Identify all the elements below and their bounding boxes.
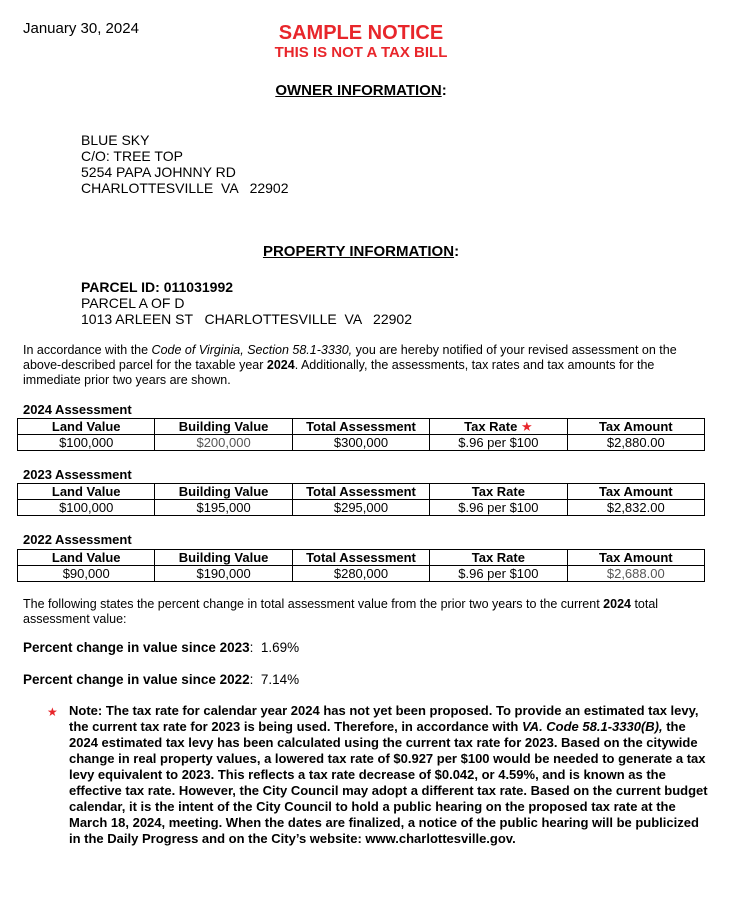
intro-year: 2024 xyxy=(266,358,295,372)
percent-change-label: Percent change in value since 2023 xyxy=(23,640,250,655)
parcel-line: 1013 ARLEEN ST CHARLOTTESVILLE VA 22902 xyxy=(81,311,412,327)
parcel-id-label: PARCEL ID: xyxy=(81,279,160,295)
col-amount: Tax Amount xyxy=(567,419,704,435)
tax-rate-note xyxy=(69,703,709,847)
col-land: Land Value xyxy=(18,484,155,500)
table-row xyxy=(18,566,705,582)
intro-code: Code of Virginia, Section 58.1-3330, xyxy=(151,343,353,357)
owner-heading xyxy=(0,82,722,99)
owner-line: 5254 PAPA JOHNNY RD xyxy=(81,164,236,180)
table-header-row xyxy=(18,550,705,566)
percent-change-value: 7.14% xyxy=(260,672,300,687)
assessment-table-2024 xyxy=(17,418,705,451)
col-building: Building Value xyxy=(155,484,292,500)
notice-title: SAMPLE NOTICE xyxy=(278,22,444,44)
table-row xyxy=(18,500,705,516)
intro-text: you are hereby notified of your revised assessment on the above-described parcel for the taxable year xyxy=(23,343,677,372)
assessment-title-2024: 2024 Assessment xyxy=(23,402,132,417)
star-icon: ★ xyxy=(47,705,58,719)
tax-rate: $.96 per $100 xyxy=(430,500,567,516)
parcel-id-line xyxy=(81,279,412,295)
total-assessment: $295,000 xyxy=(292,500,429,516)
intro-text: In accordance with the xyxy=(23,343,152,357)
total-assessment: $280,000 xyxy=(292,566,429,582)
notice-date: January 30, 2024 xyxy=(23,20,139,37)
property-heading xyxy=(0,243,722,260)
percent-change-2023: Percent change in value since 2023: 1.69% xyxy=(23,640,300,655)
tax-amount: $2,880.00 xyxy=(567,435,704,451)
note-text: Note: The tax rate for calendar year 2024 has not yet been proposed. To provide an estimated tax levy, the current tax rate for 2023 is being used. Therefore, in accordance with xyxy=(69,703,699,734)
col-total: Total Assessment xyxy=(292,419,429,435)
col-rate xyxy=(430,419,567,435)
change-paragraph xyxy=(23,597,703,627)
percent-change-value: 1.69% xyxy=(260,640,300,655)
land-value: $100,000 xyxy=(18,500,155,516)
col-rate-label: Tax Rate xyxy=(464,419,518,434)
property-heading-text: PROPERTY INFORMATION xyxy=(262,243,455,260)
col-rate: Tax Rate xyxy=(430,484,567,500)
owner-heading-text: OWNER INFORMATION xyxy=(275,82,442,99)
change-text: total assessment value: xyxy=(23,597,659,626)
owner-address xyxy=(81,132,289,196)
building-value: $195,000 xyxy=(155,500,292,516)
owner-line: CHARLOTTESVILLE VA 22902 xyxy=(81,180,289,196)
intro-text: . Additionally, the assessments, tax rates and tax amounts for the immediate prior two years are shown. xyxy=(23,358,655,387)
col-rate: Tax Rate xyxy=(430,550,567,566)
change-text: The following states the percent change in total assessment value from the prior two years to the current xyxy=(23,597,604,611)
percent-change-2022: Percent change in value since 2022: 7.14% xyxy=(23,672,300,687)
building-value: $190,000 xyxy=(155,566,292,582)
assessment-table-2023 xyxy=(17,483,705,516)
total-assessment: $300,000 xyxy=(292,435,429,451)
star-icon: ★ xyxy=(520,419,533,434)
assessment-title-2023: 2023 Assessment xyxy=(23,467,132,482)
assessment-title-2022: 2022 Assessment xyxy=(23,532,132,547)
col-amount: Tax Amount xyxy=(567,550,704,566)
parcel-info xyxy=(81,279,412,327)
col-land: Land Value xyxy=(18,419,155,435)
table-header-row xyxy=(18,419,705,435)
col-building: Building Value xyxy=(155,419,292,435)
land-value: $100,000 xyxy=(18,435,155,451)
owner-heading-colon: : xyxy=(441,82,447,99)
building-value: $200,000 xyxy=(155,435,292,451)
parcel-id: 011031992 xyxy=(163,279,234,295)
parcel-line: PARCEL A OF D xyxy=(81,295,185,311)
col-total: Total Assessment xyxy=(292,484,429,500)
note-text: the 2024 estimated tax levy has been calculated using the current tax rate for 2023. Based on the citywide change in real property values, a lowered tax rate of $0.927 per $100 would be needed to generate a tax levy equivalent to 2023. This reflects a tax rate decrease of $0.042, or 4.59%, and is known as the effective tax rate. However, the City Council may adopt a different tax rate. Based on the current budget calendar, it is the intent of the City Council to hold a public hearing on the proposed tax rate at the March 18, 2024, meeting. When the dates are finalized, a notice of the public hearing will be publicized in the Daily Progress and on the City’s website: www.charlottesville.gov. xyxy=(69,719,708,846)
assessment-table-2022 xyxy=(17,549,705,582)
tax-amount: $2,688.00 xyxy=(567,566,704,582)
change-year: 2024 xyxy=(603,597,631,611)
col-amount: Tax Amount xyxy=(567,484,704,500)
owner-line: BLUE SKY xyxy=(81,132,150,148)
table-header-row xyxy=(18,484,705,500)
tax-rate: $.96 per $100 xyxy=(430,566,567,582)
intro-paragraph xyxy=(23,343,703,388)
col-building: Building Value xyxy=(155,550,292,566)
land-value: $90,000 xyxy=(18,566,155,582)
percent-change-label: Percent change in value since 2022 xyxy=(23,672,250,687)
note-code: VA. Code 58.1-3330(B), xyxy=(521,719,663,734)
owner-line: C/O: TREE TOP xyxy=(81,148,183,164)
notice-subtitle: THIS IS NOT A TAX BILL xyxy=(274,44,448,61)
tax-rate: $.96 per $100 xyxy=(430,435,567,451)
tax-amount: $2,832.00 xyxy=(567,500,704,516)
col-total: Total Assessment xyxy=(292,550,429,566)
table-row xyxy=(18,435,705,451)
col-land: Land Value xyxy=(18,550,155,566)
property-heading-colon: : xyxy=(454,243,460,260)
